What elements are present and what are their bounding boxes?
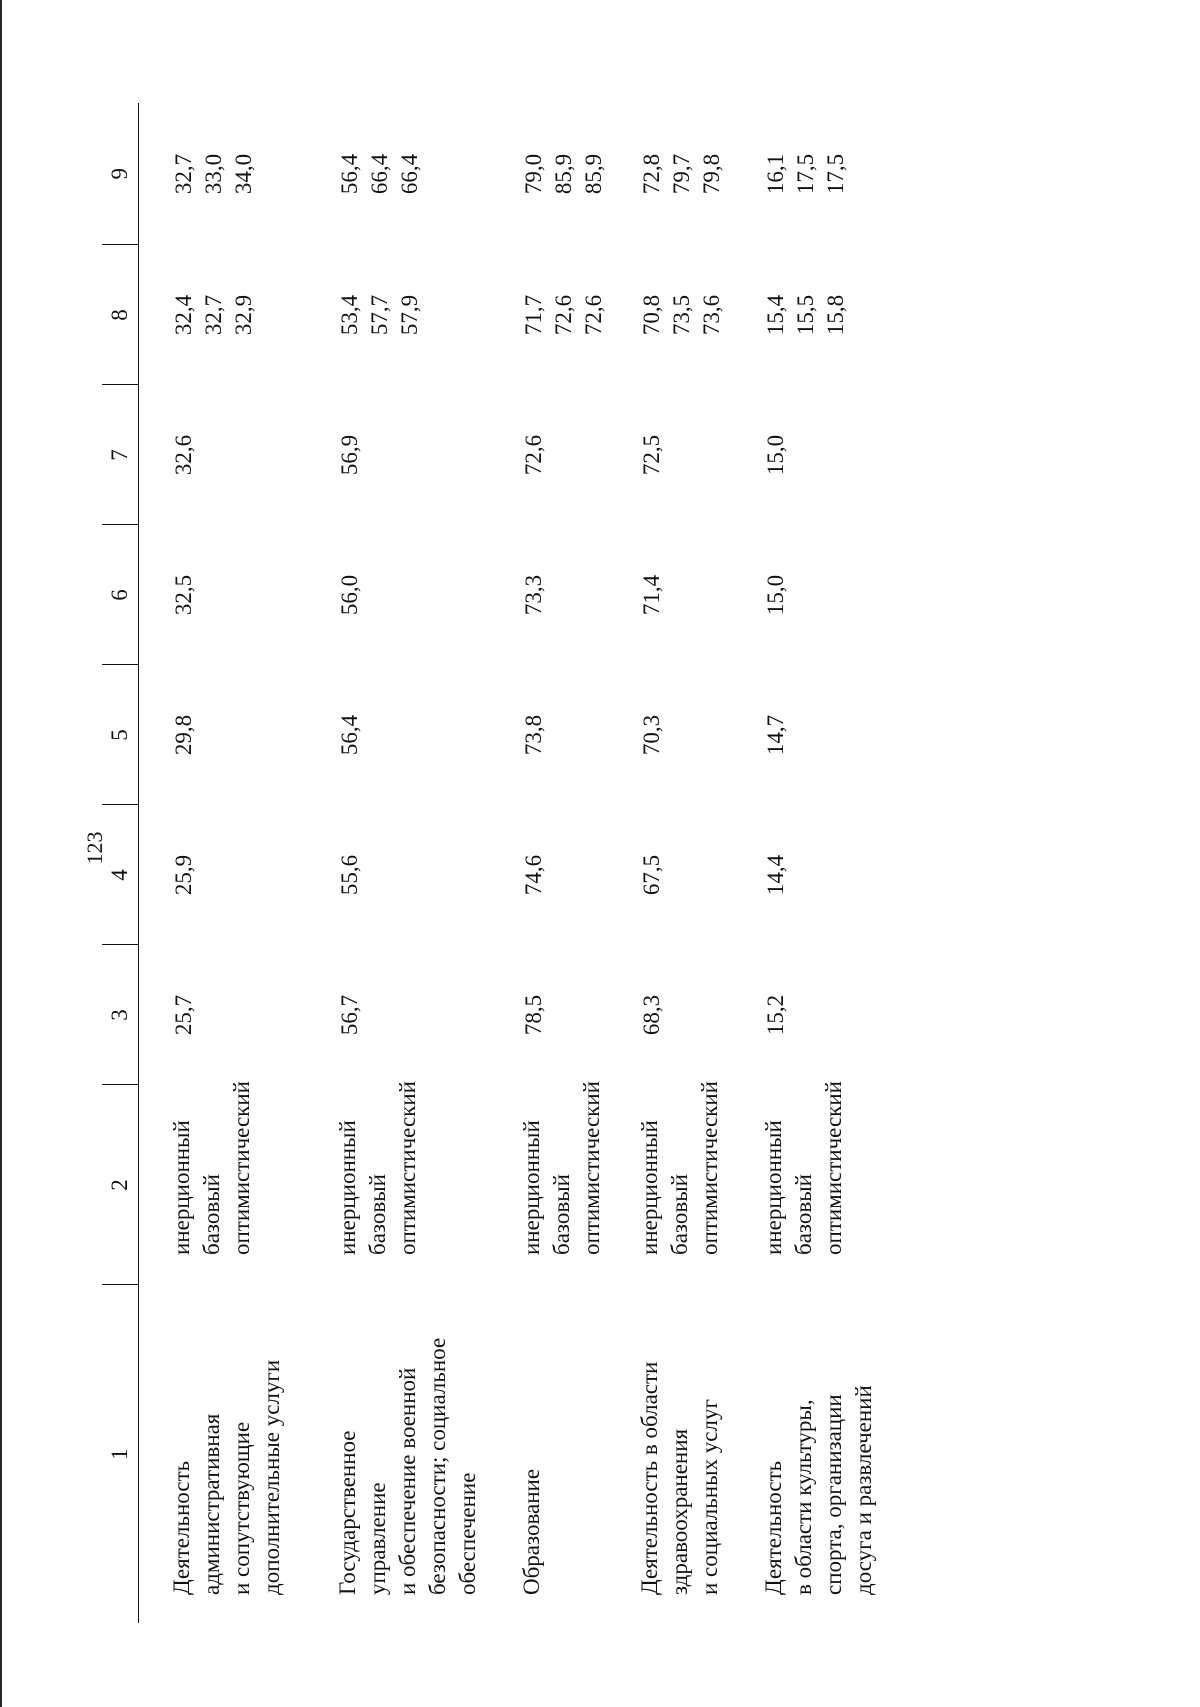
value: 79,8	[699, 153, 724, 195]
table-row	[333, 103, 517, 1623]
scenario-cell	[759, 1081, 899, 1285]
activity-line: Деятельность	[761, 1460, 786, 1595]
value-cell	[759, 103, 899, 245]
scenario-label: оптимистический	[697, 1081, 722, 1255]
page-number: 123	[82, 831, 107, 865]
scenario-label: базовый	[365, 1174, 390, 1255]
scenario-label: оптимистический	[395, 1081, 420, 1255]
table-row	[167, 103, 333, 1623]
activity-line: управление	[365, 1482, 390, 1595]
value: 15,8	[823, 294, 848, 336]
value: 33,0	[201, 153, 226, 195]
scenario-label: инерционный	[519, 1120, 544, 1255]
value-cell: 56,0	[337, 574, 362, 616]
value-cell: 32,6	[171, 434, 196, 476]
value: 15,5	[793, 294, 818, 336]
value: 72,6	[551, 294, 576, 336]
value-cell: 56,4	[337, 714, 362, 756]
value: 56,4	[337, 153, 362, 195]
scenario-label: оптимистический	[229, 1081, 254, 1255]
value: 32,4	[171, 294, 196, 336]
activity-line: безопасности; социальное	[425, 1337, 450, 1595]
scenario-label: инерционный	[637, 1120, 662, 1255]
value: 16,1	[763, 153, 788, 195]
activity-line: в области культуры,	[791, 1399, 816, 1595]
value: 34,0	[231, 153, 256, 195]
value: 70,8	[639, 294, 664, 336]
value: 17,5	[823, 153, 848, 195]
value: 53,4	[337, 294, 362, 336]
table-row	[517, 103, 635, 1623]
value-cell	[333, 103, 517, 245]
value: 73,5	[669, 294, 694, 336]
value-cell: 56,7	[337, 994, 362, 1036]
scenario-label: базовый	[549, 1174, 574, 1255]
value-cell: 55,6	[337, 854, 362, 896]
activity-cell	[167, 1285, 333, 1623]
column-header: 5	[102, 665, 139, 805]
value: 66,4	[367, 153, 392, 195]
activity-line: дополнительные услуги	[259, 1359, 284, 1595]
header-row	[102, 103, 139, 1623]
value-cell: 72,5	[639, 434, 664, 476]
column-header: 3	[102, 945, 139, 1085]
value-cell: 32,5	[171, 574, 196, 616]
value: 66,4	[397, 153, 422, 195]
value: 79,0	[521, 153, 546, 195]
value-cell: 14,4	[763, 854, 788, 896]
value: 57,7	[367, 294, 392, 336]
value: 72,6	[581, 294, 606, 336]
scenario-label: инерционный	[169, 1120, 194, 1255]
value-cell: 68,3	[639, 994, 664, 1036]
value: 73,6	[699, 294, 724, 336]
value-cell	[167, 245, 333, 385]
activity-line: и сопутствующие	[229, 1421, 254, 1595]
value-cell: 70,3	[639, 714, 664, 756]
activity-line: административная	[199, 1413, 224, 1595]
scenario-label: инерционный	[335, 1120, 360, 1255]
value-cell: 25,7	[171, 994, 196, 1036]
value-cell: 72,6	[521, 434, 546, 476]
activity-line: Государственное	[335, 1430, 360, 1595]
value-cell: 74,6	[521, 854, 546, 896]
value-cell: 73,8	[521, 714, 546, 756]
value-cell: 73,3	[521, 574, 546, 616]
column-header: 4	[102, 805, 139, 945]
activity-line: спорта, организации	[821, 1394, 846, 1595]
scenario-cell	[635, 1081, 759, 1285]
activity-line: Деятельность	[169, 1460, 194, 1595]
value-cell	[167, 103, 333, 245]
scenario-label: базовый	[667, 1174, 692, 1255]
activity-line: Деятельность в области	[637, 1361, 662, 1595]
table-row	[635, 103, 759, 1623]
activity-line: и социальных услуг	[697, 1399, 722, 1595]
value-cell	[517, 245, 635, 385]
value-cell: 15,0	[763, 574, 788, 616]
value-cell: 67,5	[639, 854, 664, 896]
value-cell: 14,7	[763, 714, 788, 756]
activity-line: и обеспечение военной	[395, 1367, 420, 1595]
activity-cell	[333, 1285, 517, 1623]
value: 32,7	[171, 153, 196, 195]
scenario-label: базовый	[199, 1174, 224, 1255]
value: 85,9	[581, 153, 606, 195]
column-header: 1	[102, 1285, 139, 1623]
value-cell	[635, 103, 759, 245]
activity-line: обеспечение	[455, 1472, 480, 1595]
activity-line: Образование	[519, 1468, 544, 1595]
column-header: 8	[102, 245, 139, 385]
scenario-cell	[333, 1081, 517, 1285]
column-header: 7	[102, 385, 139, 525]
scenario-label: инерционный	[761, 1120, 786, 1255]
scenario-cell	[517, 1081, 635, 1285]
value: 79,7	[669, 153, 694, 195]
value: 32,9	[231, 294, 256, 336]
column-header: 6	[102, 525, 139, 665]
page-left-edge	[0, 0, 2, 1707]
forecast-table-rotated	[102, 103, 1102, 1623]
value-cell	[759, 245, 899, 385]
table-row	[759, 103, 899, 1623]
value-cell: 29,8	[171, 714, 196, 756]
activity-cell	[759, 1285, 899, 1623]
scenario-label: базовый	[791, 1174, 816, 1255]
scenario-label: оптимистический	[579, 1081, 604, 1255]
scenario-cell	[167, 1081, 333, 1285]
value-cell: 56,9	[337, 434, 362, 476]
value: 15,4	[763, 294, 788, 336]
activity-line: досуга и развлечений	[851, 1385, 876, 1595]
forecast-table	[102, 103, 899, 1623]
value-cell: 78,5	[521, 994, 546, 1036]
column-header: 2	[102, 1085, 139, 1285]
value: 72,8	[639, 153, 664, 195]
value: 71,7	[521, 294, 546, 336]
value: 32,7	[201, 294, 226, 336]
value-cell: 71,4	[639, 574, 664, 616]
value-cell: 15,0	[763, 434, 788, 476]
value-cell: 25,9	[171, 854, 196, 896]
value: 17,5	[793, 153, 818, 195]
activity-cell	[517, 1285, 635, 1623]
value-cell	[333, 245, 517, 385]
value-cell	[517, 103, 635, 245]
value: 57,9	[397, 294, 422, 336]
column-header: 9	[102, 103, 139, 245]
value: 85,9	[551, 153, 576, 195]
value-cell	[635, 245, 759, 385]
scenario-label: оптимистический	[821, 1081, 846, 1255]
activity-cell	[635, 1285, 759, 1623]
value-cell: 15,2	[763, 994, 788, 1036]
activity-line: здравоохранения	[667, 1428, 692, 1595]
